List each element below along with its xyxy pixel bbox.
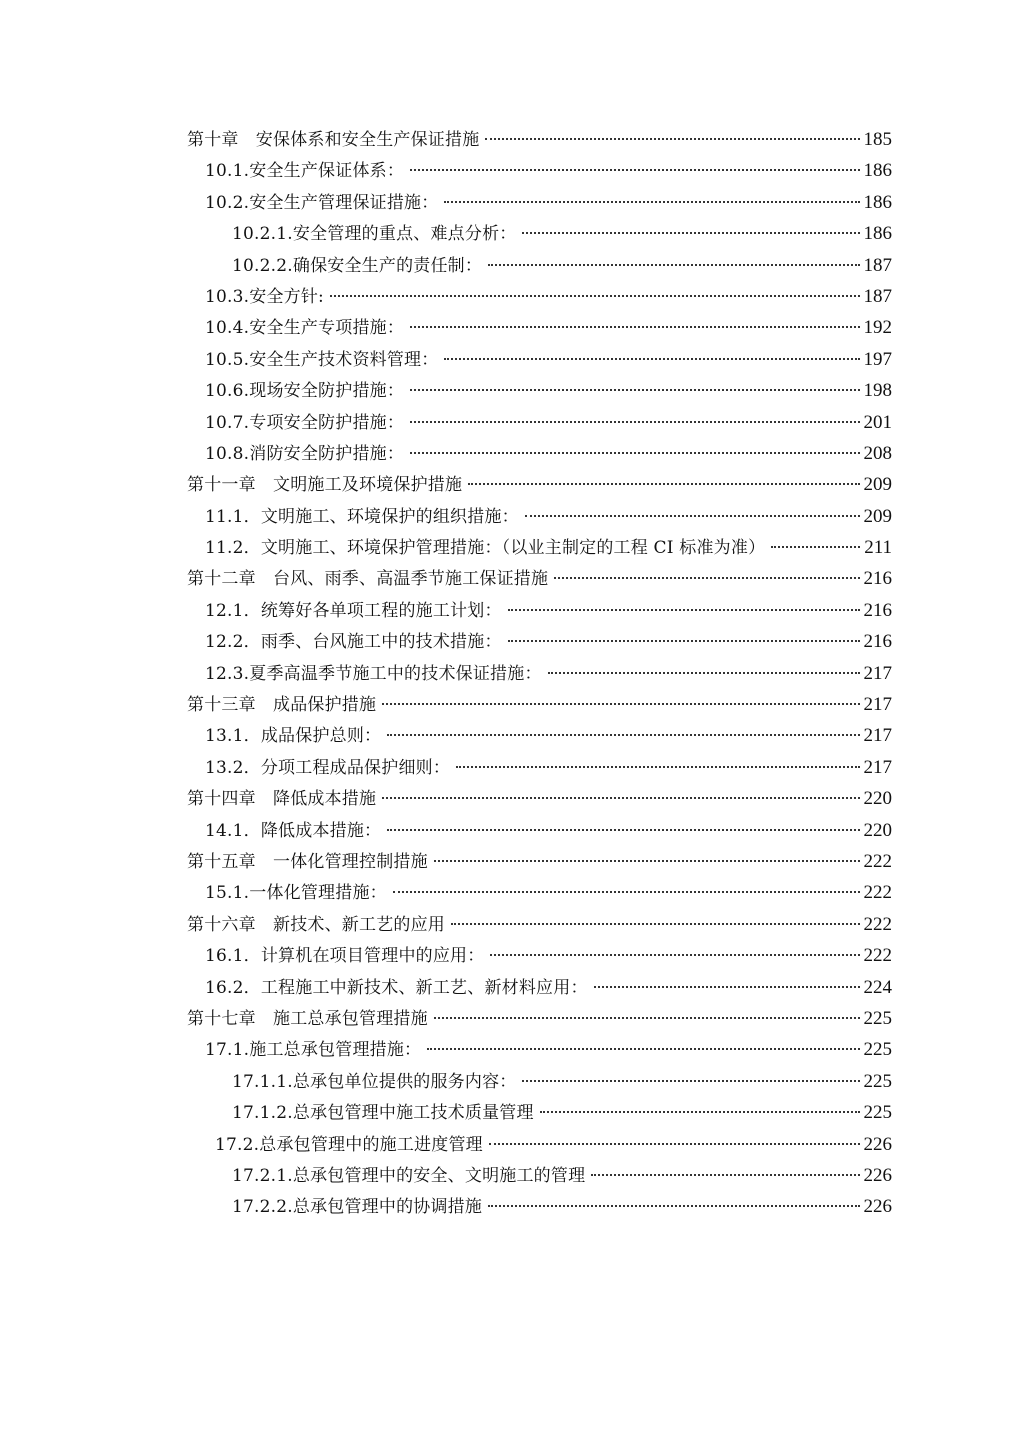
dot-leader <box>410 325 859 328</box>
toc-page-number: 225 <box>863 1039 892 1061</box>
toc-entry-title: 10.6.现场安全防护措施： <box>205 381 405 402</box>
toc-entry-title: 17.1.1.总承包单位提供的服务内容： <box>232 1071 517 1092</box>
toc-section-entry[interactable] <box>187 940 892 971</box>
toc-chapter-entry[interactable] <box>187 909 892 940</box>
dot-leader <box>508 608 860 611</box>
toc-section-entry[interactable] <box>187 877 892 908</box>
toc-page-number: 186 <box>863 160 892 182</box>
toc-entry-title: 10.1.安全生产保证体系： <box>205 161 405 182</box>
toc-page-number: 187 <box>863 254 892 276</box>
toc-page-number: 211 <box>864 537 892 559</box>
toc-entry-title: 11.2．文明施工、环境保护管理措施：（以业主制定的工程 CI 标准为准） <box>205 538 766 559</box>
toc-page-number: 208 <box>863 442 892 464</box>
toc-page-number: 197 <box>863 348 892 370</box>
dot-leader <box>771 545 860 548</box>
dot-leader <box>434 859 860 862</box>
toc-entry-title: 10.7.专项安全防护措施： <box>205 412 405 433</box>
toc-page-number: 216 <box>863 631 892 653</box>
dot-leader <box>410 420 859 423</box>
toc-section-entry[interactable] <box>187 344 892 375</box>
toc-entry-title: 17.2.1.总承包管理中的安全、文明施工的管理 <box>232 1165 586 1186</box>
toc-chapter-entry[interactable] <box>187 689 892 720</box>
toc-page-number: 185 <box>863 129 892 150</box>
toc-entry-title: 13.1．成品保护总则： <box>205 726 382 747</box>
toc-section-entry[interactable] <box>187 155 892 186</box>
toc-entry-title: 第十七章 施工总承包管理措施 <box>187 1008 428 1029</box>
toc-page-number: 216 <box>863 599 892 621</box>
dot-leader <box>382 796 859 799</box>
toc-chapter-entry[interactable] <box>187 469 892 500</box>
dot-leader <box>451 922 860 925</box>
toc-chapter-entry[interactable] <box>187 783 892 814</box>
toc-page-number: 209 <box>863 474 892 496</box>
toc-section-entry[interactable] <box>187 375 892 406</box>
toc-page-number: 222 <box>863 850 892 872</box>
toc-page-number: 217 <box>863 662 892 684</box>
toc-page-number: 222 <box>863 913 892 935</box>
toc-page-number: 222 <box>863 882 892 904</box>
toc-page-number: 224 <box>863 976 892 998</box>
toc-section-entry[interactable] <box>187 501 892 532</box>
toc-section-entry[interactable] <box>187 407 892 438</box>
toc-entry-title: 17.1.2.总承包管理中施工技术质量管理 <box>232 1103 534 1124</box>
toc-page-number: 192 <box>863 317 892 339</box>
toc-section-entry[interactable] <box>187 281 892 312</box>
toc-section-entry[interactable] <box>187 1191 892 1222</box>
toc-page-number: 226 <box>863 1133 892 1155</box>
toc-page-number: 222 <box>863 945 892 967</box>
toc-entry-title: 10.8.消防安全防护措施： <box>205 443 405 464</box>
dot-leader <box>522 1079 859 1082</box>
dot-leader <box>594 985 860 988</box>
toc-section-entry[interactable] <box>187 1066 892 1097</box>
toc-page-number: 217 <box>863 725 892 747</box>
dot-leader <box>540 1110 860 1113</box>
toc-entry-title: 10.3.安全方针: <box>205 286 324 307</box>
toc-section-entry[interactable] <box>187 626 892 657</box>
toc-page-number: 220 <box>863 788 892 810</box>
toc-chapter-entry[interactable] <box>187 563 892 594</box>
toc-entry-title: 12.3.夏季高温季节施工中的技术保证措施： <box>205 663 542 684</box>
toc-section-entry[interactable] <box>187 312 892 343</box>
toc-chapter-entry[interactable] <box>187 1003 892 1034</box>
toc-entry-title: 11.1．文明施工、环境保护的组织措施： <box>205 506 519 527</box>
dot-leader <box>444 357 859 360</box>
dot-leader <box>485 137 859 140</box>
toc-entry-title: 12.2．雨季、台风施工中的技术措施： <box>205 632 502 653</box>
toc-entry-title: 17.1.施工总承包管理措施： <box>205 1040 422 1061</box>
dot-leader <box>490 953 859 956</box>
toc-entry-title: 第十五章 一体化管理控制措施 <box>187 851 428 872</box>
toc-page-number: 217 <box>863 756 892 778</box>
toc-section-entry[interactable] <box>187 752 892 783</box>
toc-entry-title: 12.1．统筹好各单项工程的施工计划： <box>205 600 502 621</box>
dot-leader <box>522 231 859 234</box>
toc-entry-title: 10.2.安全生产管理保证措施： <box>205 192 439 213</box>
dot-leader <box>434 1016 860 1019</box>
toc-page-number: 225 <box>863 1070 892 1092</box>
toc-section-entry[interactable] <box>187 658 892 689</box>
dot-leader <box>410 168 859 171</box>
toc-section-entry[interactable] <box>187 720 892 751</box>
dot-leader <box>468 482 859 485</box>
toc-page-number: 217 <box>863 694 892 716</box>
toc-page-number: 226 <box>863 1196 892 1218</box>
toc-page-number: 220 <box>863 819 892 841</box>
toc-entry-title: 10.4.安全生产专项措施： <box>205 318 405 339</box>
toc-page-number: 225 <box>863 1007 892 1029</box>
toc-page-number: 209 <box>863 505 892 527</box>
dot-leader <box>427 1047 859 1050</box>
toc-entry-title: 第十三章 成品保护措施 <box>187 695 377 716</box>
toc-section-entry[interactable] <box>187 1160 892 1191</box>
toc-entry-title: 17.2.2.总承包管理中的协调措施 <box>232 1197 483 1218</box>
toc-entry-title: 10.5.安全生产技术资料管理： <box>205 349 439 370</box>
toc-entry-title: 第十一章 文明施工及环境保护措施 <box>187 475 463 496</box>
dot-leader <box>554 576 859 579</box>
toc-entry-title: 第十章 安保体系和安全生产保证措施 <box>187 130 480 150</box>
dot-leader <box>508 639 860 642</box>
toc-section-entry[interactable] <box>187 1129 892 1160</box>
toc-page-number: 201 <box>863 411 892 433</box>
toc-section-entry[interactable] <box>187 1097 892 1128</box>
dot-leader <box>330 294 860 297</box>
toc-chapter-entry[interactable] <box>187 124 892 155</box>
dot-leader <box>456 765 859 768</box>
toc-entry-title: 16.2．工程施工中新技术、新工艺、新材料应用： <box>205 977 588 998</box>
dot-leader <box>488 1204 859 1207</box>
toc-page-number: 225 <box>863 1102 892 1124</box>
dot-leader <box>387 828 859 831</box>
dot-leader <box>548 671 860 674</box>
dot-leader <box>382 702 859 705</box>
toc-page-number: 216 <box>863 568 892 590</box>
dot-leader <box>488 263 859 266</box>
toc-entry-title: 14.1．降低成本措施： <box>205 820 382 841</box>
table-of-contents <box>187 124 892 1223</box>
toc-entry-title: 15.1.一体化管理措施： <box>205 883 387 904</box>
dot-leader <box>393 890 860 893</box>
toc-section-entry[interactable] <box>187 815 892 846</box>
dot-leader <box>410 388 859 391</box>
toc-entry-title: 17.2.总承包管理中的施工进度管理 <box>215 1134 483 1155</box>
toc-section-entry[interactable] <box>187 595 892 626</box>
toc-chapter-entry[interactable] <box>187 846 892 877</box>
toc-page-number: 226 <box>863 1164 892 1186</box>
toc-section-entry[interactable] <box>187 532 892 563</box>
toc-page-number: 198 <box>863 380 892 402</box>
toc-page-number: 186 <box>863 191 892 213</box>
toc-entry-title: 10.2.2.确保安全生产的责任制： <box>232 255 483 276</box>
toc-page-number: 186 <box>863 223 892 245</box>
toc-entry-title: 13.2．分项工程成品保护细则： <box>205 757 451 778</box>
dot-leader <box>525 514 860 517</box>
toc-section-entry[interactable] <box>187 438 892 469</box>
toc-entry-title: 16.1．计算机在项目管理中的应用： <box>205 946 485 967</box>
dot-leader <box>444 200 859 203</box>
toc-section-entry[interactable] <box>187 218 892 249</box>
toc-page-number: 187 <box>863 285 892 307</box>
toc-section-entry[interactable] <box>187 187 892 218</box>
dot-leader <box>489 1142 860 1145</box>
toc-entry-title: 第十六章 新技术、新工艺的应用 <box>187 914 445 935</box>
toc-section-entry[interactable] <box>187 1034 892 1065</box>
toc-entry-title: 第十四章 降低成本措施 <box>187 789 377 810</box>
dot-leader <box>591 1173 859 1176</box>
toc-section-entry[interactable] <box>187 972 892 1003</box>
dot-leader <box>387 733 859 736</box>
dot-leader <box>410 451 859 454</box>
toc-section-entry[interactable] <box>187 250 892 281</box>
toc-entry-title: 第十二章 台风、雨季、高温季节施工保证措施 <box>187 569 549 590</box>
toc-entry-title: 10.2.1.安全管理的重点、难点分析： <box>232 224 517 245</box>
